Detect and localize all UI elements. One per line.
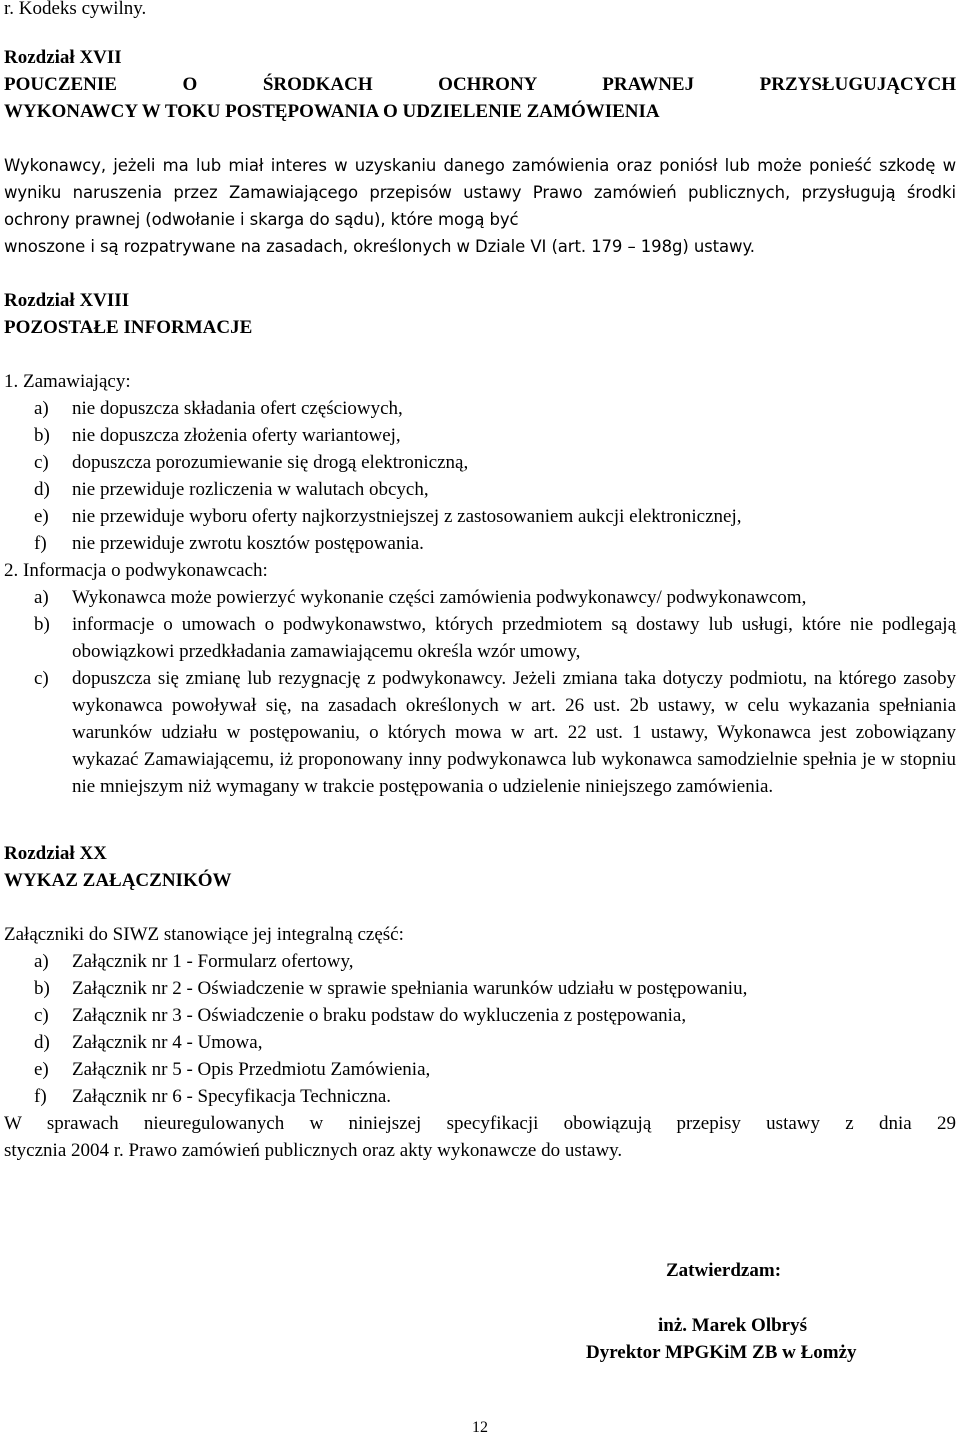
list-item (34, 975, 956, 1002)
header-fragment: r. Kodeks cywilny. (4, 0, 147, 19)
list-item (34, 422, 956, 449)
list-text: nie przewiduje rozliczenia w walutach obcych, (72, 479, 429, 500)
approval-label: Zatwierdzam: (666, 1260, 782, 1281)
closing-line-1: W sprawach nieuregulowanych w niniejszej specyfikacji obowiązują przepisy ustawy z dnia 29 (4, 1113, 956, 1134)
list-marker: e) (34, 1059, 49, 1080)
chapter-20-title: Rozdział XX (4, 843, 107, 864)
list-item (34, 1056, 956, 1083)
point-2-list (34, 584, 956, 800)
attachments-list (34, 948, 956, 1110)
document-page (4, 0, 956, 1164)
list-item (34, 948, 956, 975)
list-text: nie przewiduje zwrotu kosztów postępowania. (72, 533, 424, 554)
chapter-18-heading: POZOSTAŁE INFORMACJE (4, 317, 253, 338)
point-1-list (34, 395, 956, 557)
list-item (34, 584, 956, 611)
list-marker: b) (34, 614, 50, 635)
closing-line-2: stycznia 2004 r. Prawo zamówień publicznych oraz akty wykonawcze do ustawy. (4, 1140, 623, 1161)
list-item (34, 530, 956, 557)
point-1-label: 1. Zamawiający: (4, 371, 131, 392)
list-text: informacje o umowach o podwykonawstwo, których przedmiotem są dostawy lub usługi, które nie podlegają obowiązkowi przedkładania zamawiającemu określa wzór umowy, (72, 614, 956, 662)
list-item (34, 476, 956, 503)
list-marker: e) (34, 506, 49, 527)
attachments-intro: Załączniki do SIWZ stanowiące jej integralną część: (4, 924, 404, 945)
list-text: Załącznik nr 5 - Opis Przedmiotu Zamówienia, (72, 1059, 431, 1080)
list-marker: b) (34, 978, 50, 999)
list-text: nie przewiduje wyboru oferty najkorzystniejszej z zastosowaniem aukcji elektronicznej, (72, 506, 742, 527)
chapter-18-title: Rozdział XVIII (4, 290, 130, 311)
list-item (34, 665, 956, 800)
list-text: dopuszcza porozumiewanie się drogą elektroniczną, (72, 452, 469, 473)
list-text: nie dopuszcza złożenia oferty wariantowej, (72, 425, 401, 446)
chapter-20-heading: WYKAZ ZAŁĄCZNIKÓW (4, 870, 232, 891)
list-text: Załącznik nr 4 - Umowa, (72, 1032, 263, 1053)
list-text: Załącznik nr 2 - Oświadczenie w sprawie spełniania warunków udziału w postępowaniu, (72, 978, 748, 999)
list-text: Załącznik nr 3 - Oświadczenie o braku podstaw do wykluczenia z postępowania, (72, 1005, 687, 1026)
list-marker: d) (34, 479, 50, 500)
chapter-17-title: Rozdział XVII (4, 47, 122, 68)
point-2-label: 2. Informacja o podwykonawcach: (4, 560, 268, 581)
chapter-17-body-end: wnoszone i są rozpatrywane na zasadach, określonych w Dziale VI (art. 179 – 198g) ustawy. (4, 237, 755, 256)
list-marker: c) (34, 452, 49, 473)
page-number: 12 (472, 1419, 488, 1436)
list-marker: f) (34, 533, 47, 554)
list-marker: a) (34, 398, 49, 419)
list-text: Załącznik nr 1 - Formularz ofertowy, (72, 951, 354, 972)
list-item (34, 1002, 956, 1029)
list-marker: c) (34, 668, 49, 689)
chapter-17-body: Wykonawcy, jeżeli ma lub miał interes w uzyskaniu danego zamówienia oraz poniósł lub może ponieść szkodę w wyniku naruszenia przez Zamawiającego przepisów ustawy Prawo zamówień publicznych, przysługują środki ochrony prawnej (odwołanie i skarga do sądu), które mogą być (4, 156, 956, 229)
list-marker: c) (34, 1005, 49, 1026)
list-marker: a) (34, 587, 49, 608)
list-text: dopuszcza się zmianę lub rezygnację z podwykonawcy. Jeżeli zmiana taka dotyczy podmiotu, na którego zasoby wykonawca powoływał się, na zasadach określonych w art. 26 ust. 2b ustawy, w celu wykazania spełniania warunków udziału w postępowaniu, o których mowa w art. 22 ust. 1 ustawy, Wykonawca jest zobowiązany wykazać Zamawiającemu, iż proponowany inny podwykonawca lub wykonawca samodzielnie spełnia je w stopniu nie mniejszym niż wymagany w trakcie postępowania o udzielenie niniejszego zamówienia. (72, 668, 956, 797)
list-marker: b) (34, 425, 50, 446)
list-marker: d) (34, 1032, 50, 1053)
list-item (34, 1083, 956, 1110)
list-item (34, 449, 956, 476)
chapter-17 (4, 44, 956, 260)
list-item (34, 503, 956, 530)
chapter-17-heading-line1: POUCZENIE O ŚRODKACH OCHRONY PRAWNEJ PRZYSŁUGUJĄCYCH (4, 74, 956, 95)
list-text: nie dopuszcza składania ofert częściowych, (72, 398, 403, 419)
list-text: Wykonawca może powierzyć wykonanie części zamówienia podwykonawcy/ podwykonawcom, (72, 587, 807, 608)
chapter-17-heading-line2: WYKONAWCY W TOKU POSTĘPOWANIA O UDZIELENIE ZAMÓWIENIA (4, 101, 660, 122)
list-item (34, 611, 956, 665)
chapter-18 (4, 287, 956, 800)
signatory-role: Dyrektor MPGKiM ZB w Łomży (586, 1342, 857, 1363)
chapter-20 (4, 840, 956, 1164)
list-item (34, 395, 956, 422)
signatory-name: inż. Marek Olbryś (658, 1315, 808, 1336)
list-marker: a) (34, 951, 49, 972)
list-marker: f) (34, 1086, 47, 1107)
list-item (34, 1029, 956, 1056)
list-text: Załącznik nr 6 - Specyfikacja Techniczna. (72, 1086, 392, 1107)
